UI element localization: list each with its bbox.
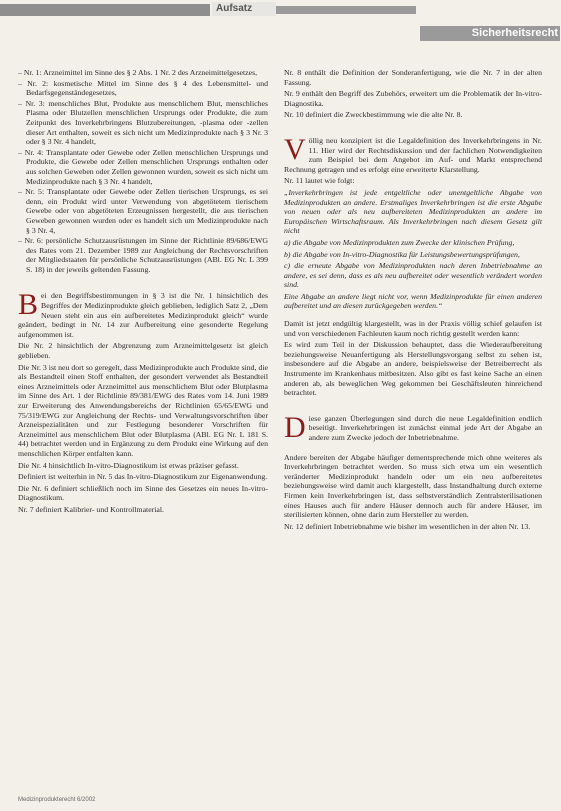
- paragraph: Nr. 11 lautet wie folgt:: [284, 176, 355, 186]
- list-item: – Nr. 4: Transplantate oder Gewebe oder Zellen menschlichen Ursprungs und Produkte, die Gewebe oder Zellen menschlichen Ursprungs enthalten oder aus solchen Geweben oder Zellen gewonnen wurden, soweit es sich nicht um Medizinprodukte nach § 3 Nr. 4 handelt,: [18, 147, 268, 186]
- header-bar: [0, 0, 561, 20]
- left-column: [18, 68, 268, 517]
- list-item: – Nr. 6: persönliche Schutzausrüstungen im Sinne der Richtlinie 89/686/EWG des Rates vom 21. Dezember 1989 zur Angleichung der Rechtsvorschriften der Mitgliedstaaten für persönliche Schutzausrüstungen (ABl. EG Nr. L 399 S. 18) in der jeweils geltenden Fassung.: [18, 236, 268, 274]
- paragraph: Die Nr. 3 ist neu dort so geregelt, dass Medizinprodukte auch Produkte sind, die als Bestandteil einen Stoff enthalten, der gesondert verwendet als Bestandteil eines Arzneimittels oder Arzneimittel aus menschlichem Blut oder Blutplasma im Sinne des Art. 1 der Richtlinie 89/381/EWG des Rates vom 14. Juni 1989 zur Erweiterung des Anwendungsbereichs der Richtlinien 65/65/EWG und 75/319/EWG zur Angleichung der Rechts- und Verwaltungsvorschriften über Arzneispezialitäten und zur Festlegung besonderer Vorschriften für Arzneimittel aus menschlichem Blut oder Blutplasma (ABl. EG Nr. L 181 S. 44) betrachtet werden und in Ergänzung zu dem Produkt eine Wirkung auf den menschlichen Körper entfalten kann.: [18, 362, 268, 458]
- header-rule-left: [0, 4, 210, 16]
- quote-line: a) die Abgabe von Medizinprodukten zum Zwecke der klinischen Prüfung,: [284, 237, 515, 247]
- quote-line: c) die erneute Abgabe von Medizinprodukten nach deren Inbetriebnahme an andere, es sei denn, dass es als neu aufbereitet oder wesentlich verändert worden sind.: [284, 261, 542, 290]
- drop-cap: V: [284, 132, 306, 166]
- paragraph: Nr. 9 enthält den Begriff des Zubehörs, erweitert um die Problematik der In-vitro-Diagnostika.: [284, 89, 542, 108]
- list-item: – Nr. 5: Transplantate oder Gewebe oder Zellen tierischen Ursprungs, es sei denn, ein Produkt wird unter Verwendung von abgetötetem tierischem Gewebe oder von abgetöteten Erzeugnissen hergestellt, die aus tierischen Geweben gewonnen wurden oder es handelt sich um Medizinprodukte nach § 3 Nr. 4,: [18, 187, 268, 235]
- right-column: [284, 68, 542, 533]
- paragraph: Nr. 10 definiert die Zweckbestimmung wie die alte Nr. 8.: [284, 110, 463, 120]
- section-title: Sicherheitsrecht: [420, 26, 560, 41]
- legal-quote: [284, 188, 542, 311]
- header-rule-mid: [276, 6, 416, 14]
- paragraph: Diese ganzen Überlegungen sind durch die neue Legaldefinition endlich beseitigt. Inverkehrbringen ist zunächst einmal jede Art der Abgabe an andere zum Zwecke jedoch der Inbetriebnahme.: [284, 410, 542, 444]
- paragraph: Völlig neu konzipiert ist die Legaldefinition des Inverkehrbringens in Nr. 11. Hier wird der Rechtsdiskussion und der fachlichen Notwendigkeiten zum Beispiel bei dem Angebot im Auf- und Markt entsprechend Rechnung getragen und es erfolgt eine erweiterte Klarstellung.: [284, 132, 542, 174]
- quote-line: „Inverkehrbringen ist jede entgeltliche oder unentgeltliche Abgabe von Medizinprodukten an andere. Erstmaliges Inverkehrbringen ist die erste Abgabe von neuen oder als neu aufbereiteten Medizinprodukten an andere im Europäischen Wirtschaftsraum. Als Inverkehrbringen nach diesem Gesetz gilt nicht: [284, 187, 542, 236]
- paragraph: Nr. 12 definiert Inbetriebnahme wie bisher im wesentlichen in der alten Nr. 13.: [284, 521, 531, 531]
- section-tag: Aufsatz: [212, 2, 276, 16]
- paragraph: Andere bereiten der Abgabe häufiger dementsprechende mich ohne weiteres als Inverkehrbringen betrachtet werden. So muss sich etwa um ein wesentlich veränderter Medizinprodukt handeln oder um ein neu aufbereitetes beziehungsweise wird damit auch klargestellt, dass Instandhaltung durch externe Firmen kein Inverkehrbringen ist, dass selbstverständlich Zentralsterilisationen eines Hauses auch für andere Häuser dennoch auch für andere Häuser, im sterilisierten können, ohne darin zum Hersteller zu werden.: [284, 452, 542, 520]
- list-item: – Nr. 1: Arzneimittel im Sinne des § 2 Abs. 1 Nr. 2 des Arzneimittelgesetzes,: [18, 68, 258, 77]
- paragraph: Nr. 8 enthält die Definition der Sonderanfertigung, wie die Nr. 7 in der alten Fassung.: [284, 68, 542, 87]
- paragraph: Die Nr. 2 hinsichtlich der Abgrenzung zum Arzneimittelgesetz ist gleich geblieben.: [18, 341, 268, 361]
- quote-line: b) die Abgabe von In-vitro-Diagnostika für Leistungsbewertungsprüfungen,: [284, 249, 520, 259]
- paragraph: Nr. 7 definiert Kalibrier- und Kontrollmaterial.: [18, 504, 164, 514]
- paragraph: Es wird zum Teil in der Diskussion behauptet, dass die Wiederaufbereitung beziehungsweise Neuanfertigung als Herstellungsvorgang selbst zu sehen ist, insbesondere auf die Abgabe an andere, beispielsweise der Betreiberrecht als Instrumente im Krankenhaus mitbesitzen. Also gibt es fast keine Sache an einen anderen ab, als beweglichen Weg gekommen bei Geschäftsleuten hinreichend betrachtet.: [284, 340, 542, 398]
- paragraph: Damit ist jetzt endgültig klargestellt, was in der Praxis völlig schief gelaufen ist und von verschiedenen Fachleuten kaum noch richtig gestellt werden kann:: [284, 319, 542, 338]
- list-item: – Nr. 2: kosmetische Mittel im Sinne des § 4 des Lebensmittel- und Bedarfsgegenständegesetzes,: [18, 78, 268, 98]
- paragraph: Die Nr. 6 definiert schließlich noch im Sinne des Gesetzes ein neues In-vitro-Diagnostikum.: [18, 483, 268, 503]
- quote-line: Eine Abgabe an andere liegt nicht vor, wenn Medizinprodukte für einen anderen aufbereitet und an diesen zurückgegeben werden.“: [284, 291, 542, 311]
- list-item: – Nr. 3: menschliches Blut, Produkte aus menschlichem Blut, menschliches Plasma oder Blutzellen menschlichen Ursprungs oder Produkte, die zum Zeitpunkt des Inverkehrbringens Blutzubereitungen, -plasma oder -zellen dieser Art enthalten, soweit es sich nicht um Medizinprodukte nach § 3 Nr. 3 oder § 3 Nr. 4 handelt,: [18, 98, 268, 147]
- paragraph: Bei den Begriffsbestimmungen in § 3 ist die Nr. 1 hinsichtlich des Begriffes der Medizinprodukte gleich geblieben, lediglich Satz 2, „Dem Neuen steht ein aus ein aufbereitetes Medizinprodukt gleich“ wurde geändert, bedingt in Nr. 14 zur Aufbereitung eine gesonderte Regelung aufgenommen ist.: [18, 288, 268, 339]
- drop-cap: D: [284, 410, 306, 444]
- page-footer: Medizinprodukterecht 6/2002: [18, 797, 96, 803]
- exclusion-list: [18, 68, 268, 274]
- paragraph: Definiert ist weiterhin in Nr. 5 das In-vitro-Diagnostikum zur Eigenanwendung.: [18, 472, 268, 482]
- paragraph: Die Nr. 4 hinsichtlich In-vitro-Diagnostikum ist etwas präziser gefasst.: [18, 460, 239, 470]
- drop-cap: B: [18, 288, 39, 322]
